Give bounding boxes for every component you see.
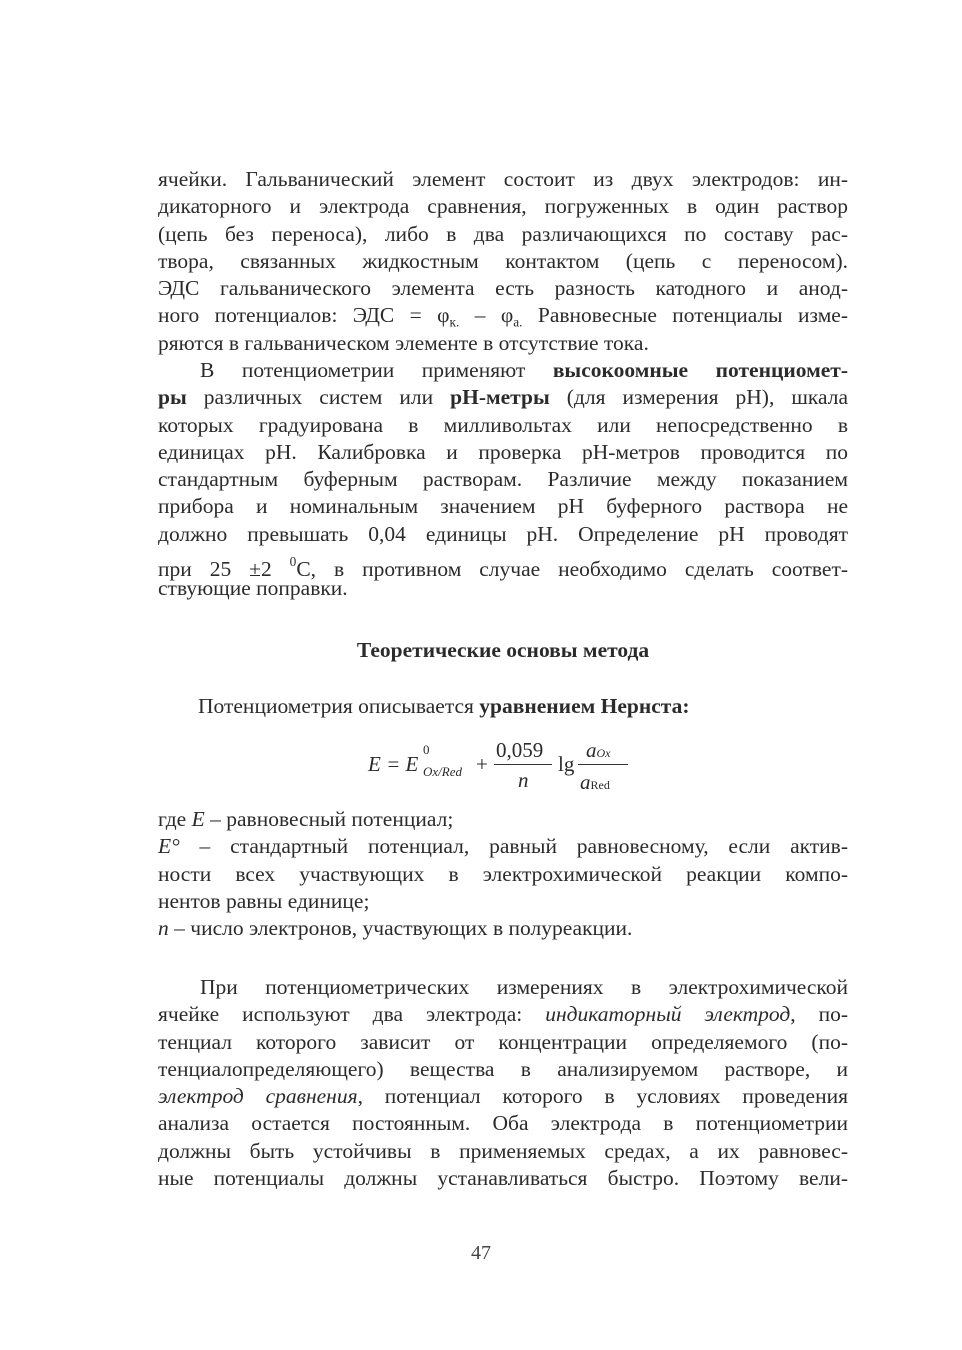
activity-subscript: Ox [596,746,611,760]
superscript: 0 [289,554,297,570]
text-line [158,548,849,582]
text-line: стандартным буферным растворам. Различие между показанием [158,467,848,492]
fraction-bar [494,764,552,765]
text-line: При потенциометрических измерениях в электрохимической [200,975,848,999]
text-fragment: – φ [459,303,514,328]
formula-lg: lg [558,752,575,776]
text-line [158,1083,848,1110]
text-line: ряются в гальваническом элементе в отсутствие тока. [158,330,649,355]
italic-term: электрод сравнения [158,1084,358,1109]
text-line [158,1001,848,1028]
formula-plus: + [476,752,488,776]
paragraph-electrodes [158,974,848,1192]
text-line: которых градуирована в милливольтах или непосредственно в [158,412,848,437]
text-line: дикаторного и электрода сравнения, погруженных в один раствор [158,194,848,219]
text-line: (цепь без переноса), либо в два различающихся по составу рас- [158,221,848,246]
text-fragment: – число электронов, участвующих в полуреакции. [168,916,633,941]
definition-n [158,915,848,942]
text-line [158,357,848,384]
text-line: единицах рН. Калибровка и проверка рН-метров проводится по [158,439,848,464]
formula-activity-red [580,770,610,795]
text-line: ные потенциалы должны устанавливаться быстро. Поэтому вели- [158,1166,848,1191]
text-fragment: – стандартный потенциал, равный равновесному, если актив- [179,834,848,859]
bold-term: высокоомные потенциомет- [552,358,848,382]
bold-term: рН-метры [450,385,550,410]
nernst-intro [158,693,848,720]
text-fragment: при 25 ±2 [158,557,290,582]
section-heading: Теоретические основы метода [356,638,650,662]
subscript: а. [513,315,523,331]
text-fragment: , потенциал которого в условиях проведения [357,1084,848,1109]
text-fragment: Потенциометрия описывается [198,694,480,718]
subscript: к. [449,315,460,331]
fraction-bar [578,764,628,765]
text-line: тенциал которого зависит от концентрации определяемого (по- [158,1029,848,1054]
bold-term: ры [158,385,187,410]
bold-term: уравнением Нернста: [479,694,690,718]
nernst-equation [368,740,628,800]
text-line: ячейки. Гальванический элемент состоит из двух электродов: ин- [158,167,848,191]
text-line: прибора и номинальным значением рН буферного раствора не [158,494,848,519]
text-line: должны быть устойчивы в применяемых средах, а их равновес- [158,1138,848,1163]
text-fragment: – равновесный потенциал; [204,807,454,831]
text-fragment: ячейке используют два электрода: [158,1002,546,1027]
text-fragment: ного потенциалов: ЭДС = φ [158,303,450,328]
paragraph-potentiometers [158,357,848,603]
text-fragment: В потенциометрии применяют [200,358,553,382]
text-line: ности всех участвующих в электрохимической реакции компо- [158,861,848,886]
page-number: 47 [471,1242,491,1264]
text-fragment: С, в противном случае необходимо сделать соответ- [296,557,849,582]
text-line: нентов равны единице; [158,888,370,913]
formula-numerator: 0,059 [496,738,544,762]
text-fragment: Равновесные потенциалы изме- [522,303,848,328]
text-line-emf-formula [158,302,848,329]
activity-symbol: a [580,770,591,794]
variable: n [158,916,169,941]
formula-e0-subscript: Ox/Red [423,764,462,779]
text-fragment: где [158,807,192,831]
variable-definitions [158,806,848,942]
activity-symbol: a [586,738,597,762]
text-line: твора, связанных жидкостным контактом (цепь с переносом). [158,248,848,273]
formula-denominator: n [518,768,529,792]
formula-e0-superscript: 0 [423,742,430,757]
formula-activity-ox [586,738,611,763]
definition-e0 [158,833,848,860]
text-fragment: (для измерения рН), шкала [549,385,848,410]
text-fragment: различных систем или [186,385,451,410]
variable: E° [158,834,180,859]
italic-term: индикаторный электрод [545,1002,791,1027]
text-fragment: , по- [790,1002,849,1027]
text-line: ствующие поправки. [158,576,348,601]
text-line: анализа остается постоянным. Оба электрода в потенциометрии [158,1111,848,1136]
text-line: ЭДС гальванического элемента есть разность катодного и анод- [158,276,848,301]
definition-e [158,806,848,833]
formula-lhs: E = E [368,752,419,776]
paragraph-galvanic-element [158,166,848,357]
text-line [158,384,848,411]
text-line: тенциалопределяющего) вещества в анализируемом растворе, и [158,1056,848,1081]
text-line: должно превышать 0,04 единицы рН. Определение рН проводят [158,521,848,546]
activity-subscript: Red [590,778,610,792]
variable: E [191,807,205,831]
